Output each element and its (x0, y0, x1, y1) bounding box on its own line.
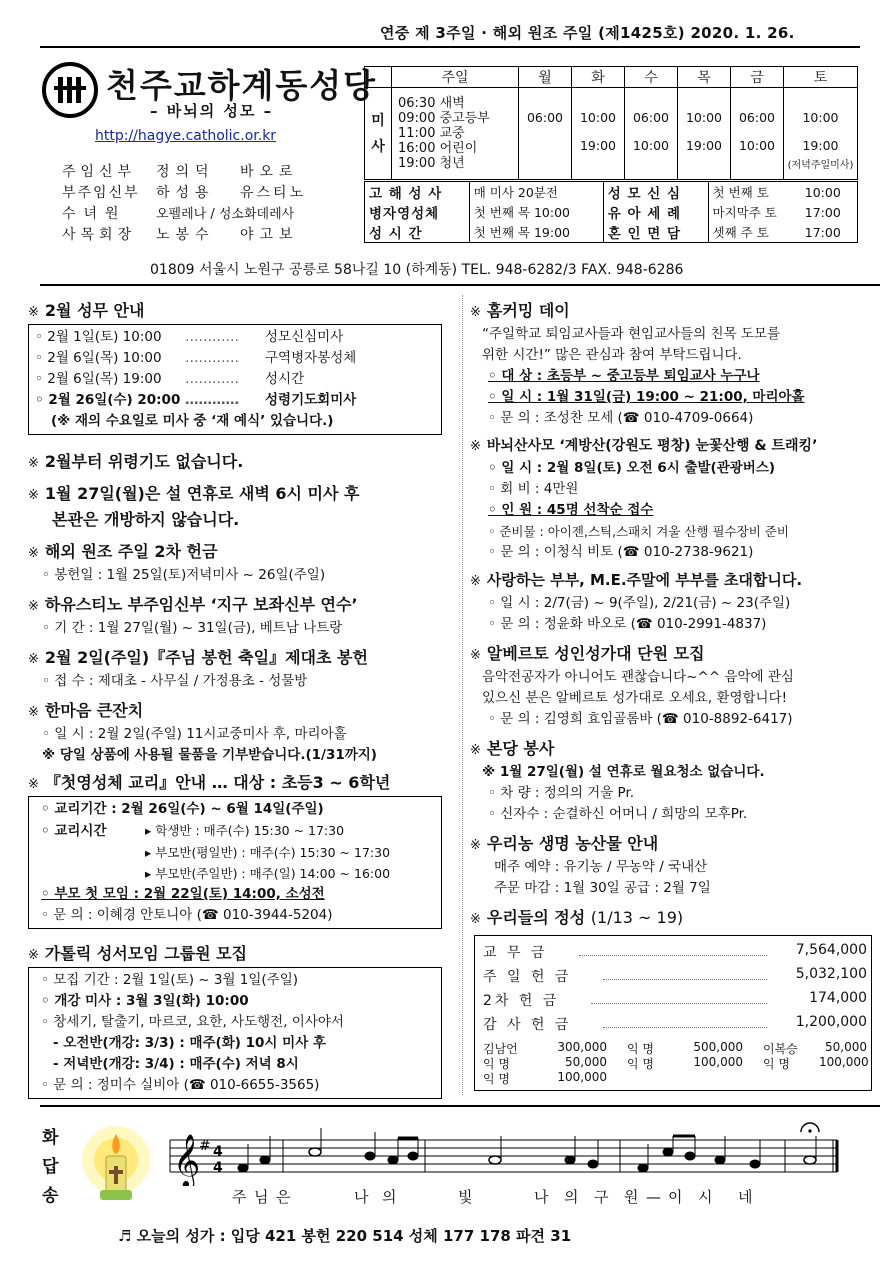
info-line: ◦ 일 시 : 2/7(금) ~ 9(주일), 2/21(금) ~ 23(주일) (488, 595, 791, 611)
offering-row: 2차 헌 금 174,000 (483, 990, 867, 1009)
section-title: ※ 1월 27일(월)은 설 연휴로 새벽 6시 미사 후 (28, 484, 360, 503)
column-divider (462, 295, 463, 1095)
top-divider (40, 46, 860, 48)
church-logo-icon (42, 62, 98, 118)
section-title: ※ 하유스티노 부주임신부 ‘지구 보좌신부 연수’ (28, 595, 358, 614)
staff-row: 부주임신부 하성용 유스티노 (62, 185, 307, 201)
service-row: 고 해 성 사 매 미사 20분전 성 모 신 심 첫 번째 토 10:00 (365, 182, 858, 203)
section-title: ※ 해외 원조 주일 2차 헌금 (28, 542, 218, 561)
day-header: 화 (572, 67, 625, 88)
sacrament-schedule-table (364, 181, 858, 243)
info-line: ◦ 일 시 : 2월 8일(토) 오전 6시 출발(관광버스) (488, 460, 776, 476)
offering-row: 교 무 금 7,564,000 (483, 942, 867, 961)
info-line: 주문 마감 : 1월 30일 공급 : 2월 7일 (494, 880, 711, 896)
donor-row: 익 명 50,000 익 명 100,000 익 명 100,000 (483, 1055, 869, 1071)
service-row: 병자영성체 첫 번째 목 10:00 유 아 세 례 마지막주 토 17:00 (365, 202, 858, 222)
treble-clef-icon: 𝄞 (173, 1133, 201, 1186)
svg-text:4: 4 (213, 1160, 223, 1176)
section-title-cont: 본관은 개방하지 않습니다. (52, 510, 240, 529)
staff-row: 수녀원 오펠레나 / 성소화데레사 (62, 206, 295, 222)
section-title: ※ 2월 2일(주일)『주님 봉헌 축일』제대초 봉헌 (28, 648, 368, 667)
section-title: ※ 한마음 큰잔치 (28, 701, 144, 720)
info-line: ※ 1월 27일(월) 설 연휴로 월요청소 없습니다. (482, 764, 765, 780)
info-line: ◦ 준비물 : 아이젠,스틱,스패치 겨울 산행 필수장비 준비 (488, 524, 789, 539)
info-line: ◦ 접 수 : 제대초 - 사무실 / 가정용초 - 성물방 (42, 673, 308, 689)
info-line: ◦ 문 의 : 정윤화 바오로 (☎ 010-2991-4837) (488, 616, 767, 632)
info-line: ◦ 문 의 : 조성찬 모세 (☎ 010-4709-0664) (488, 410, 754, 426)
info-line: ◦ 봉헌일 : 1월 25일(토)저녁미사 ~ 26일(주일) (42, 567, 326, 583)
issue-date-line: 연중 제 3주일 · 해외 원조 주일 (제1425호) 2020. 1. 26. (380, 24, 795, 42)
schedule-note: (※ 재의 수요일로 미사 중 ‘재 예식’ 있습니다.) (51, 413, 334, 429)
february-schedule-box (28, 324, 442, 435)
church-name: 천주교하계동성당 (106, 66, 378, 105)
church-website-link[interactable]: http://hagye.catholic.or.kr (95, 128, 277, 144)
info-line: ◦ 대 상 : 초등부 ~ 중고등부 퇴임교사 누구나 (488, 368, 760, 384)
section-title: ※ 홈커밍 데이 (470, 301, 570, 320)
svg-text:#: # (199, 1138, 211, 1154)
day-header: 토 (784, 67, 858, 88)
info-line: 있으신 분은 알베르토 성가대로 오세요, 환영합니다! (482, 690, 788, 706)
section-title: ※ 『첫영성체 교리』안내 … 대상 : 초등3 ~ 6학년 (28, 773, 391, 792)
info-line: ◦ 회 비 : 4만원 (488, 481, 579, 497)
day-header: 목 (678, 67, 731, 88)
info-line: ◦ 일 시 : 1월 31일(금) 19:00 ~ 21:00, 마리아홀 (488, 389, 805, 405)
response-lyrics: 주 님 은 나 의 빛 나 의 구 원 — 이 시 네 (232, 1188, 753, 1206)
info-line: 음악전공자가 아니어도 괜찮습니다~^^ 음악에 관심 (482, 669, 794, 685)
info-line: “주일학교 퇴임교사들과 현임교사들의 친목 도모를 (482, 326, 781, 342)
candle-icon (80, 1120, 152, 1204)
info-line: 위한 시간!” 많은 관심과 참여 부탁드립니다. (482, 347, 742, 363)
section-title: ※ 가톨릭 성서모임 그룹원 모집 (28, 944, 248, 963)
info-line: ◦ 문 의 : 이청식 비토 (☎ 010-2738-9621) (488, 544, 754, 560)
day-header: 금 (731, 67, 784, 88)
svg-text:4: 4 (213, 1144, 223, 1160)
section-title: ※ 2월부터 위령기도 없습니다. (28, 452, 244, 471)
info-line: ◦ 인 원 : 45명 선착순 접수 (488, 502, 654, 518)
day-header: 수 (625, 67, 678, 88)
mass-schedule-table: 주일 월 화 수 목 금 토 미 사 06:30 새벽 09:00 중고등부 11:00 교중 16:00 어린이 19:00 청년 06:00 10:00 19:00 06:00 10:00 10:00 19:00 06:00 10:00 10:00 19:00 (저녁주일미사) (364, 66, 858, 180)
info-line: ◦ 차 량 : 정의의 거울 Pr. (488, 785, 635, 801)
schedule-row: ◦ 2월 6일(목) 10:00 ………… 구역병자봉성체 (35, 350, 357, 366)
info-line: ◦ 일 시 : 2월 2일(주일) 11시교중미사 후, 마리아홀 (42, 726, 347, 742)
info-line: 매주 예약 : 유기농 / 무농약 / 국내산 (494, 859, 708, 875)
bottom-divider (40, 1105, 880, 1107)
staff-row: 주임신부 정의덕 바오로 (62, 164, 299, 180)
section-title: ※ 2월 성무 안내 (28, 301, 145, 320)
staff-list (62, 162, 306, 246)
responsorial-label: 화 답 송 (42, 1128, 59, 1206)
section-title: ※ 우리농 생명 농산물 안내 (470, 834, 659, 853)
section-title: ※ 바뇌산사모 ‘계방산(강원도 평창) 눈꽃산행 & 트래킹’ (470, 438, 818, 454)
schedule-row: ◦ 2월 1일(토) 10:00 ………… 성모신심미사 (35, 329, 344, 345)
section-title: ※ 우리들의 정성 (1/13 ~ 19) (470, 908, 684, 927)
section-title: ※ 사랑하는 부부, M.E.주말에 부부를 초대합니다. (470, 571, 803, 589)
offerings-box (474, 935, 872, 1091)
day-header: 월 (519, 67, 572, 88)
church-subtitle: – 바뇌의 성모 – (150, 102, 274, 120)
bible-study-box: ◦ 모집 기간 : 2월 1일(토) ~ 3월 1일(주일) ◦ 개강 미사 : 3월 3일(화) 10:00 ◦ 창세기, 탈출기, 마르코, 요한, 사도행전, 이사야서 - 오전반(개강: 3/3) : 매주(화) 10시 미사 후 - 저녁반(개강: 3/4) : 매주(수) 저녁 8시 ◦ 문 의 : 정미수 실비아 (☎ 010-6655-3565) (28, 967, 442, 1099)
section-title: ※ 본당 봉사 (470, 739, 555, 758)
section-title: ※ 알베르토 성인성가대 단원 모집 (470, 644, 705, 663)
service-row: 성 시 간 첫 번째 목 19:00 혼 인 면 담 셋째 주 토 17:00 (365, 222, 858, 243)
first-communion-box: ◦ 교리기간 : 2월 26일(수) ~ 6월 14일(주일) ◦ 교리시간 ▸ 학생반 : 매주(수) 15:30 ~ 17:30 ▸ 부모반(평일반) : 매주(수) 15:30 ~ 17:30 ▸ 부모반(주일반) : 매주(일) 14:00 ~ 16:00 ◦ 부모 첫 모임 : 2월 22일(토) 14:00, 소성전 ◦ 문 의 : 이혜경 안토니아 (☎ 010-3944-5204) (28, 796, 442, 929)
schedule-row: ◦ 2월 6일(목) 19:00 ………… 성시간 (35, 371, 305, 387)
donor-row: 익 명 100,000 (483, 1070, 607, 1086)
offering-row: 주 일 헌 금 5,032,100 (483, 966, 867, 985)
music-staff (165, 1122, 845, 1186)
info-line: ※ 당일 상품에 사용될 물품을 기부받습니다.(1/31까지) (42, 747, 377, 763)
staff-row: 사목회장 노봉수 야고보 (62, 227, 299, 243)
todays-hymns: ♬ 오늘의 성가 : 입당 421 봉헌 220 514 성체 177 178 파견 31 (118, 1227, 572, 1245)
left-column (28, 298, 448, 1099)
contact-address: 01809 서울시 노원구 공릉로 58나길 10 (하계동) TEL. 948-6282/3 FAX. 948-6286 (150, 262, 684, 278)
schedule-row: ◦ 2월 26일(수) 20:00 ………… 성령기도회미사 (35, 392, 357, 408)
day-header: 주일 (392, 67, 519, 88)
header-divider (40, 284, 880, 286)
right-column (470, 298, 890, 931)
info-line: ◦ 문 의 : 김영희 효임골롬바 (☎ 010-8892-6417) (488, 711, 793, 727)
info-line: ◦ 신자수 : 순결하신 어머니 / 희망의 모후Pr. (488, 806, 748, 822)
offering-row: 감 사 헌 금 1,200,000 (483, 1014, 867, 1033)
info-line: ◦ 기 간 : 1월 27일(월) ~ 31일(금), 베트남 나트랑 (42, 620, 343, 636)
donor-row: 김남언 300,000 익 명 500,000 이복승 50,000 (483, 1040, 867, 1056)
